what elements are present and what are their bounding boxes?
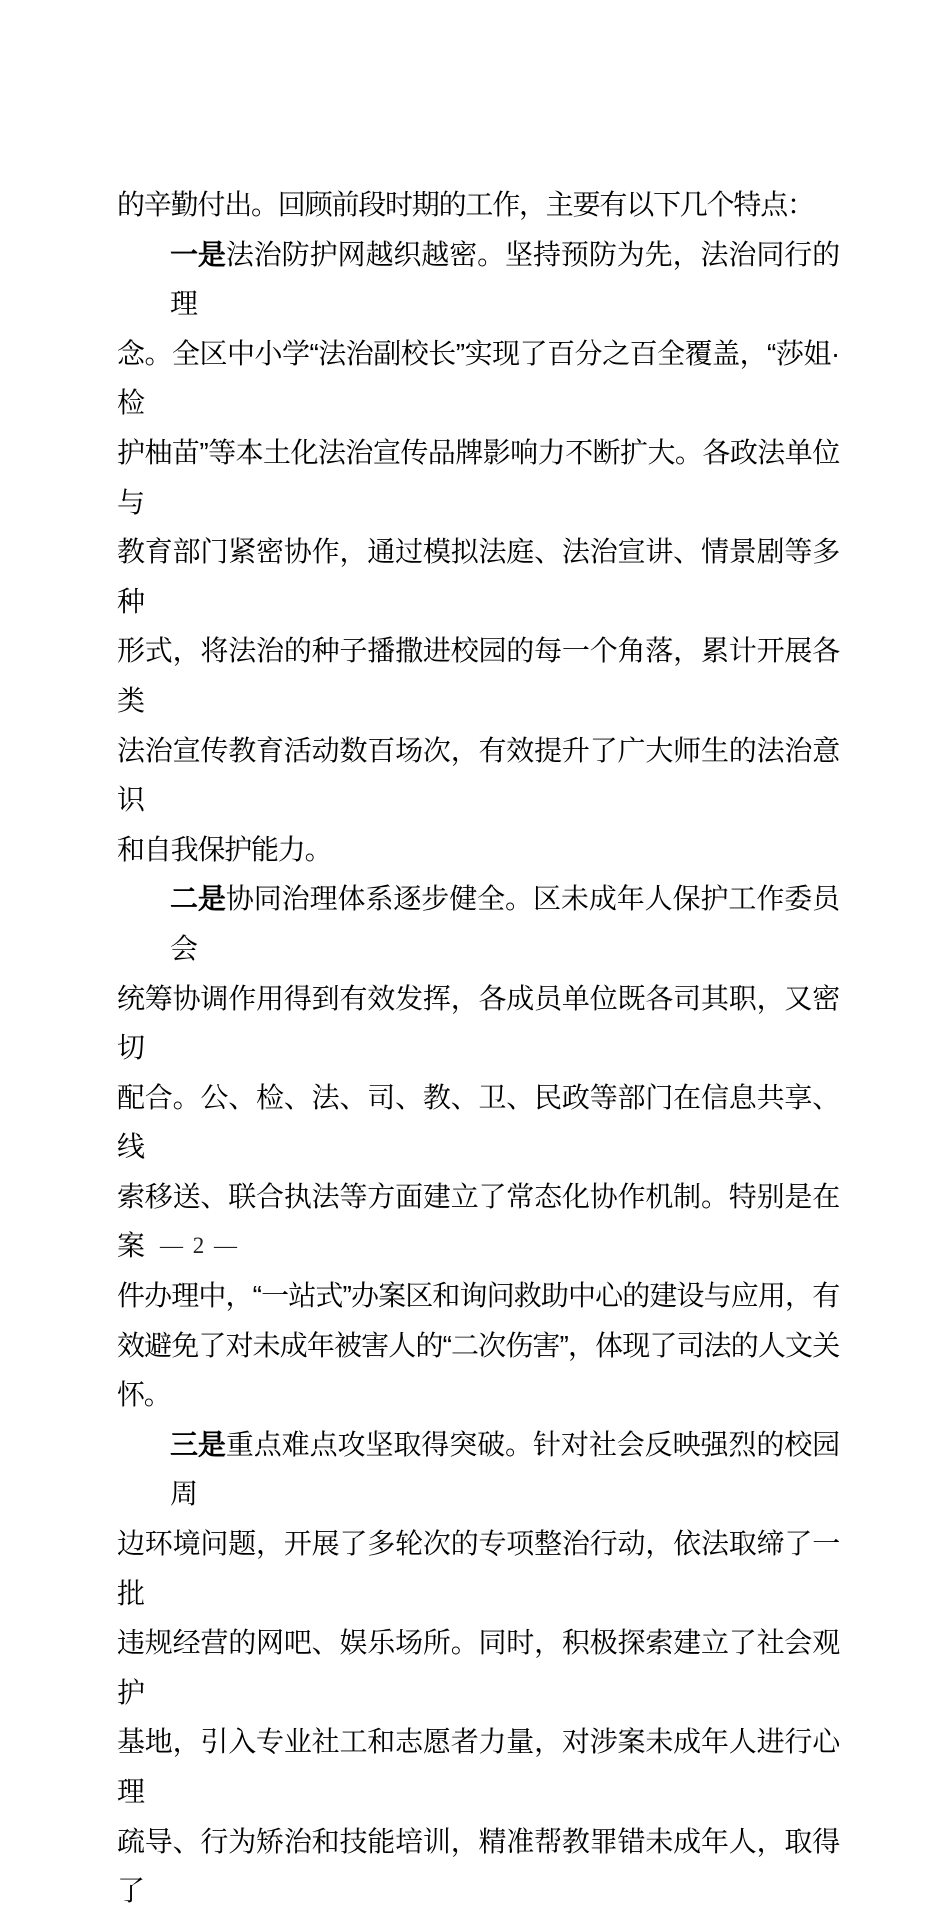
page-number: — 2 — [160, 1233, 239, 1258]
emphasis-lead: 三是 [170, 1428, 226, 1460]
text-line: 护柚苗”等本土化法治宣传品牌影响力不断扩大。各政法单位与 [117, 436, 839, 518]
text-line: 边环境问题，开展了多轮次的专项整治行动，依法取缔了一批 [117, 1528, 839, 1609]
text-line: 基地，引入专业社工和志愿者力量，对涉案未成年人进行心理 [117, 1726, 839, 1807]
text-line: 疏导、行为矫治和技能培训，精准帮教罪错未成年人，取得了 [117, 1825, 839, 1907]
text-line: 索移送、联合执法等方面建立了常态化协作机制。特别是在案 [117, 1180, 839, 1262]
text-line: 形式，将法治的种子播撒进校园的每一个角落，累计开展各类 [117, 635, 839, 716]
text-line: 配合。公、检、法、司、教、卫、民政等部门在信息共享、线 [117, 1081, 839, 1163]
text-line: 二是协同治理体系逐步健全。区未成年人保护工作委员会 [170, 883, 839, 964]
emphasis-lead: 一是 [170, 238, 226, 270]
text-line: 念。全区中小学“法治副校长”实现了百分之百全覆盖，“莎姐·检 [117, 337, 839, 419]
document-body [117, 180, 839, 1916]
text-line: 统筹协调作用得到有效发挥，各成员单位既各司其职，又密切 [117, 982, 839, 1064]
text-line: 三是重点难点攻坚取得突破。针对社会反映强烈的校园周 [170, 1428, 839, 1510]
text-line: 违规经营的网吧、娱乐场所。同时，积极探索建立了社会观护 [117, 1627, 839, 1708]
text-line: 怀。 [117, 1379, 171, 1411]
text-line: 法治宣传教育活动数百场次，有效提升了广大师生的法治意识 [117, 734, 839, 816]
text-line: 和自我保护能力。 [117, 833, 332, 865]
text-line: 的辛勤付出。回顾前段时期的工作，主要有以下几个特点： [117, 189, 814, 220]
text-line: 件办理中，“一站式”办案区和询问救助中心的建设与应用，有 [117, 1280, 839, 1312]
text-line: 教育部门紧密协作，通过模拟法庭、法治宣讲、情景剧等多种 [117, 536, 839, 617]
emphasis-lead: 二是 [170, 883, 226, 915]
text-line: 一是法治防护网越织越密。坚持预防为先，法治同行的理 [170, 238, 839, 320]
text-line: 效避免了对未成年被害人的“二次伤害”，体现了司法的人文关 [117, 1329, 839, 1361]
